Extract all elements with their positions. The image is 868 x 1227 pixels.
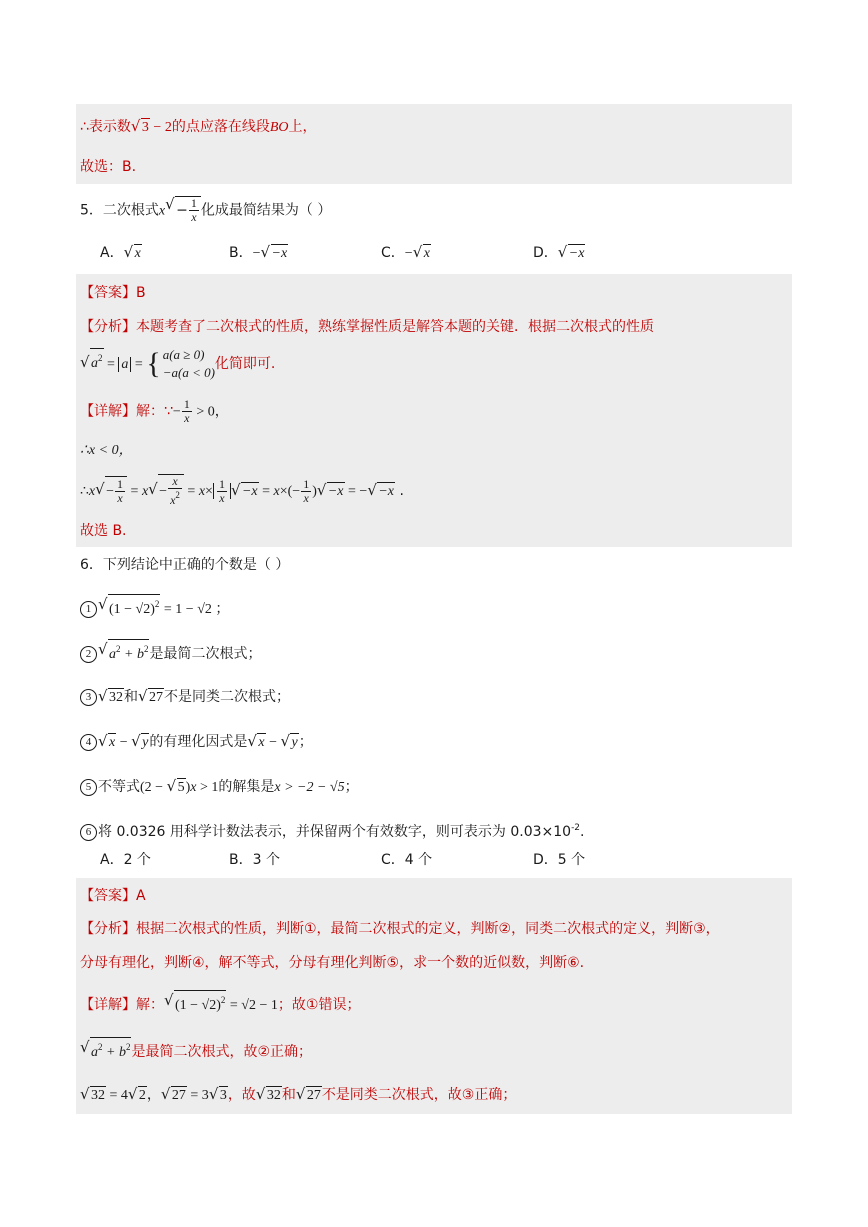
analysis-tag: 【分析】 <box>80 921 136 937</box>
option-inner-sign: − <box>568 246 579 261</box>
math-tail: − 2 <box>149 120 172 135</box>
q5-stem-suffix: 化成最简结果为（ ） <box>200 202 332 219</box>
q6-item-6: 6 将 0.0326 用科学计数法表示，并保留两个有效数字，则可表示为 $0.03\times 10^{-2}$. <box>80 818 585 842</box>
q6-option-d[interactable]: D．5 个 <box>533 852 586 868</box>
option-label: B． <box>229 245 253 261</box>
q5-option-d[interactable] <box>533 243 585 264</box>
detail-pre: 解： <box>136 997 164 1013</box>
option-label: C． <box>381 245 405 261</box>
detail-post: ；故①错误； <box>277 997 361 1013</box>
q6-stem: 6．下列结论中正确的个数是（ ） <box>80 557 290 573</box>
option-sign: − <box>252 246 261 261</box>
q6-option-c[interactable]: C．4 个 <box>381 852 433 868</box>
item-text: 是最简二次根式； <box>149 646 262 662</box>
option-expr: x <box>423 246 430 261</box>
analysis-tail: 化简即可. <box>214 356 276 372</box>
text: ∴表示数 <box>80 119 131 135</box>
exponent: -2 <box>571 823 581 833</box>
case-1: a(a ≥ 0) <box>162 347 205 362</box>
var: x <box>158 203 166 219</box>
q5-stem: 5．二次根式x√ − $\frac{1}{x}$ 化成最简结果为（ ） <box>80 196 331 224</box>
option-expr: x <box>578 246 585 261</box>
q6-detail-3: √ 32 = 4√ 2，√ 27 = 3√ 3，故√ 32和√ 27不是同类二次根式，故③正确； <box>80 1083 516 1108</box>
q6-item-2: 2√ $a^2 + b^2$是最简二次根式； <box>80 639 261 667</box>
q6-item-1: 1√ $(1 - √2)^2 = 1 - √2$ ； <box>80 594 229 622</box>
option-label: A． <box>100 245 124 261</box>
radicand: 3 <box>141 120 149 135</box>
item-text: 不是同类二次根式； <box>164 689 290 705</box>
frac-den: x <box>191 210 197 224</box>
item-end: ； <box>344 779 359 795</box>
option-sign: − <box>404 246 413 261</box>
q5-analysis-formula: √ $a^2 = a$ = { a(a ≥ 0) −a(a < 0) 化简即可. <box>80 344 275 385</box>
item-end: . <box>580 824 585 840</box>
option-label: D． <box>533 245 558 261</box>
q5-step-x: ∴x < 0， <box>80 443 133 458</box>
q6-answer: 【答案】A <box>80 888 146 904</box>
detail-and: 和 <box>281 1087 296 1103</box>
detail-tag: 【详解】 <box>80 403 136 420</box>
detail-text: 解：∵ <box>136 403 173 420</box>
q5-stem-prefix: 5．二次根式 <box>80 202 159 219</box>
item-text: = 1 − √2 ； <box>160 602 230 617</box>
answer-shade-top <box>76 104 792 184</box>
q6-item-5: 5 不等式(2 − √ 5)x > 1的解集是x > −2 − √5； <box>80 775 359 800</box>
text: 上， <box>288 119 317 135</box>
q6-detail-2: √ $a^2 + b^2$是最简二次根式，故②正确； <box>80 1037 312 1065</box>
q6-option-a[interactable]: A．2 个 <box>100 852 151 868</box>
frac-num: 1 <box>190 196 197 210</box>
analysis-tag: 【分析】 <box>80 319 136 335</box>
top-line-2: 故选：B. <box>80 159 137 175</box>
item-text: 的有理化因式是 <box>149 734 248 750</box>
q5-option-c[interactable] <box>381 243 431 264</box>
detail-tag: 【详解】 <box>80 997 136 1013</box>
q6-item-4: 4√ x − √ y的有理化因式是√ x − √ y； <box>80 730 313 755</box>
segment-name: BO <box>269 120 289 135</box>
q6-analysis-1 <box>80 919 720 939</box>
item-and: 和 <box>124 689 138 705</box>
item-text: 不等式 <box>98 779 140 795</box>
detail-text: 是最简二次根式，故②正确； <box>131 1044 313 1060</box>
q5-conclusion: 故选 B. <box>80 523 127 539</box>
detail-post: 不是同类二次根式，故③正确； <box>321 1087 517 1103</box>
q5-step-chain: ∴x√ − $\frac{1}{x}$ = x√ − $\frac{x}{x^2}$ = x× $\frac{1}{x}$ √ −x = x×(− $\frac{1}{x}$ )√ −x = −√ −x . <box>80 474 404 509</box>
item-expr: x > −2 − √5 <box>274 780 345 795</box>
detail-mid: ，故 <box>227 1087 256 1103</box>
q6-detail-1: 【详解】解：√ $(1 - √2)^2 = √2 - 1$；故①错误； <box>80 990 360 1018</box>
option-inner-sign: − <box>271 246 281 261</box>
q6-analysis-2: 分母有理化，判断④，解不等式，分母有理化判断⑤，求一个数的近似数，判断⑥. <box>80 955 585 971</box>
analysis-text: 本题考查了二次根式的性质，熟练掌握性质是解答本题的关键．根据二次根式的性质 <box>136 319 654 335</box>
q6-item-3: 3√ 32和√ 27不是同类二次根式； <box>80 685 290 710</box>
item-mid: 的解集是 <box>218 779 275 795</box>
item-text: 将 0.0326 用科学计数法表示，并保留两个有效数字，则可表示为 0.03×10 <box>98 824 572 840</box>
option-expr: x <box>280 246 288 261</box>
option-expr: x <box>134 246 141 261</box>
q5-detail: 【详解】解：∵− $\frac{1}{x}$ > 0， <box>80 397 229 425</box>
case-2: −a(a < 0) <box>162 365 215 380</box>
detail-cond: > 0， <box>192 404 229 420</box>
text: 的点应落在线段 <box>171 119 270 135</box>
top-line-1 <box>80 117 317 138</box>
q5-option-a[interactable] <box>100 243 142 264</box>
q5-analysis <box>80 317 654 337</box>
q6-option-b[interactable]: B．3 个 <box>229 852 280 868</box>
q5-answer: 【答案】B <box>80 285 146 301</box>
chain-tail: . <box>395 483 404 499</box>
q5-option-b[interactable] <box>229 243 288 264</box>
analysis-text: 根据二次根式的性质，判断①，最简二次根式的定义，判断②，同类二次根式的定义，判断③， <box>136 921 720 937</box>
